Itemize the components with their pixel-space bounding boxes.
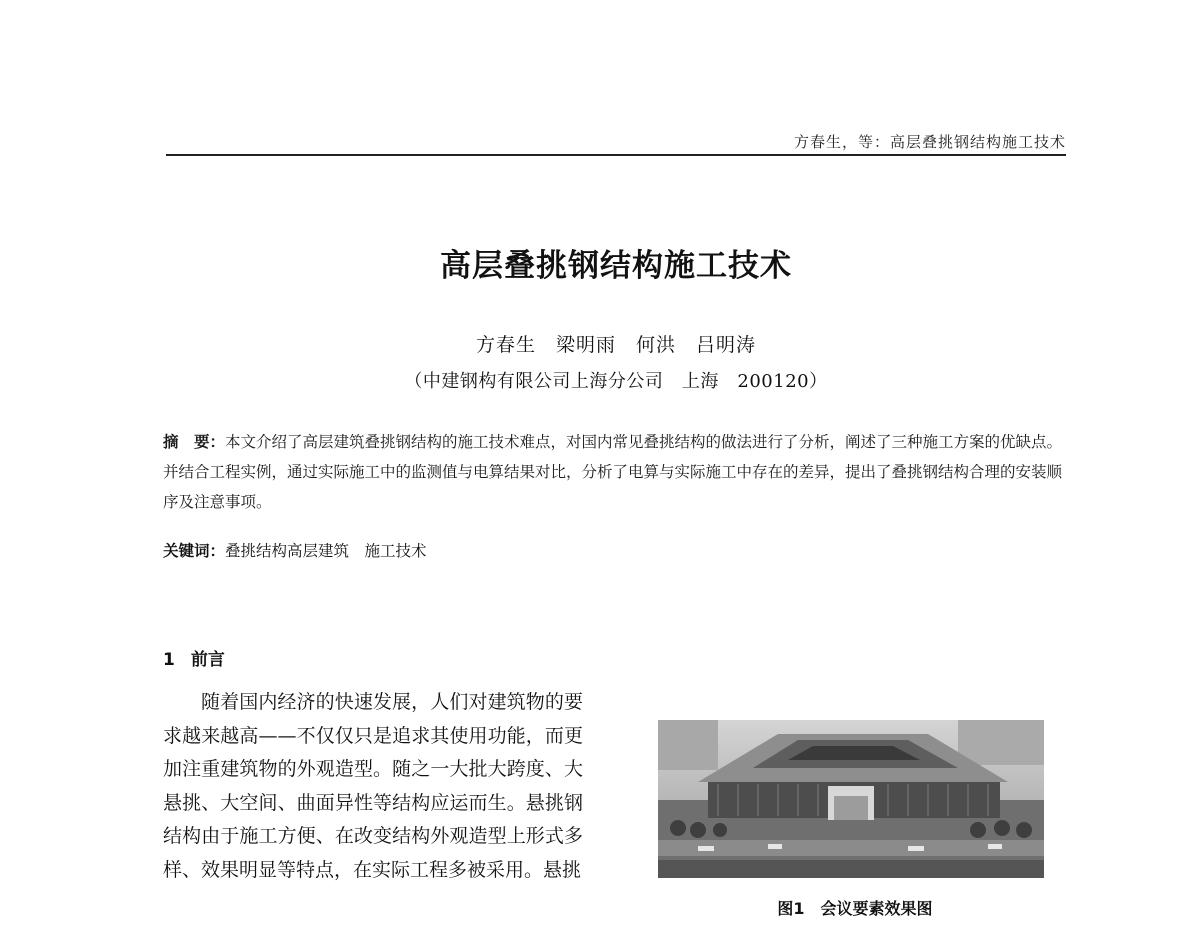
section-heading bbox=[163, 645, 225, 670]
author-list: 方春生 梁明雨 何洪 吕明涛 bbox=[475, 334, 756, 356]
section-number: 1 bbox=[163, 650, 175, 670]
article-title: 高层叠挑钢结构施工技术 bbox=[440, 248, 792, 284]
keywords-text: 叠挑结构高层建筑 施工技术 bbox=[225, 542, 427, 560]
abstract-text: 本文介绍了高层建筑叠挑钢结构的施工技术难点，对国内常见叠挑结构的做法进行了分析，阐述了三种施工方案的优缺点。并结合工程实例，通过实际施工中的监测值与电算结果对比，分析了电算与实际施工中存在的差异，提出了叠挑钢结构合理的安装顺序及注意事项。 bbox=[163, 433, 1063, 511]
figure-image bbox=[658, 720, 1044, 878]
keywords bbox=[163, 537, 1063, 565]
header-rule bbox=[166, 154, 1066, 156]
building-rendering bbox=[658, 720, 1044, 878]
abstract bbox=[163, 427, 1063, 517]
keywords-label: 关键词： bbox=[163, 542, 226, 560]
abstract-label: 摘 要： bbox=[163, 433, 226, 451]
section-title: 前言 bbox=[190, 650, 225, 670]
running-head: 方春生，等：高层叠挑钢结构施工技术 bbox=[793, 133, 1066, 151]
author-affiliation: （中建钢构有限公司上海分公司 上海 200120） bbox=[404, 371, 828, 392]
body-paragraph: 随着国内经济的快速发展，人们对建筑物的要求越来越高——不仅仅只是追求其使用功能，而更加注重建筑物的外观造型。随之一大批大跨度、大悬挑、大空间、曲面异性等结构应运而生。悬挑钢结构由于施工方便、在改变结构外观造型上形式多样、效果明显等特点，在实际工程多被采用。悬挑 bbox=[163, 691, 583, 881]
figure-caption: 图1 会议要素效果图 bbox=[777, 899, 933, 918]
